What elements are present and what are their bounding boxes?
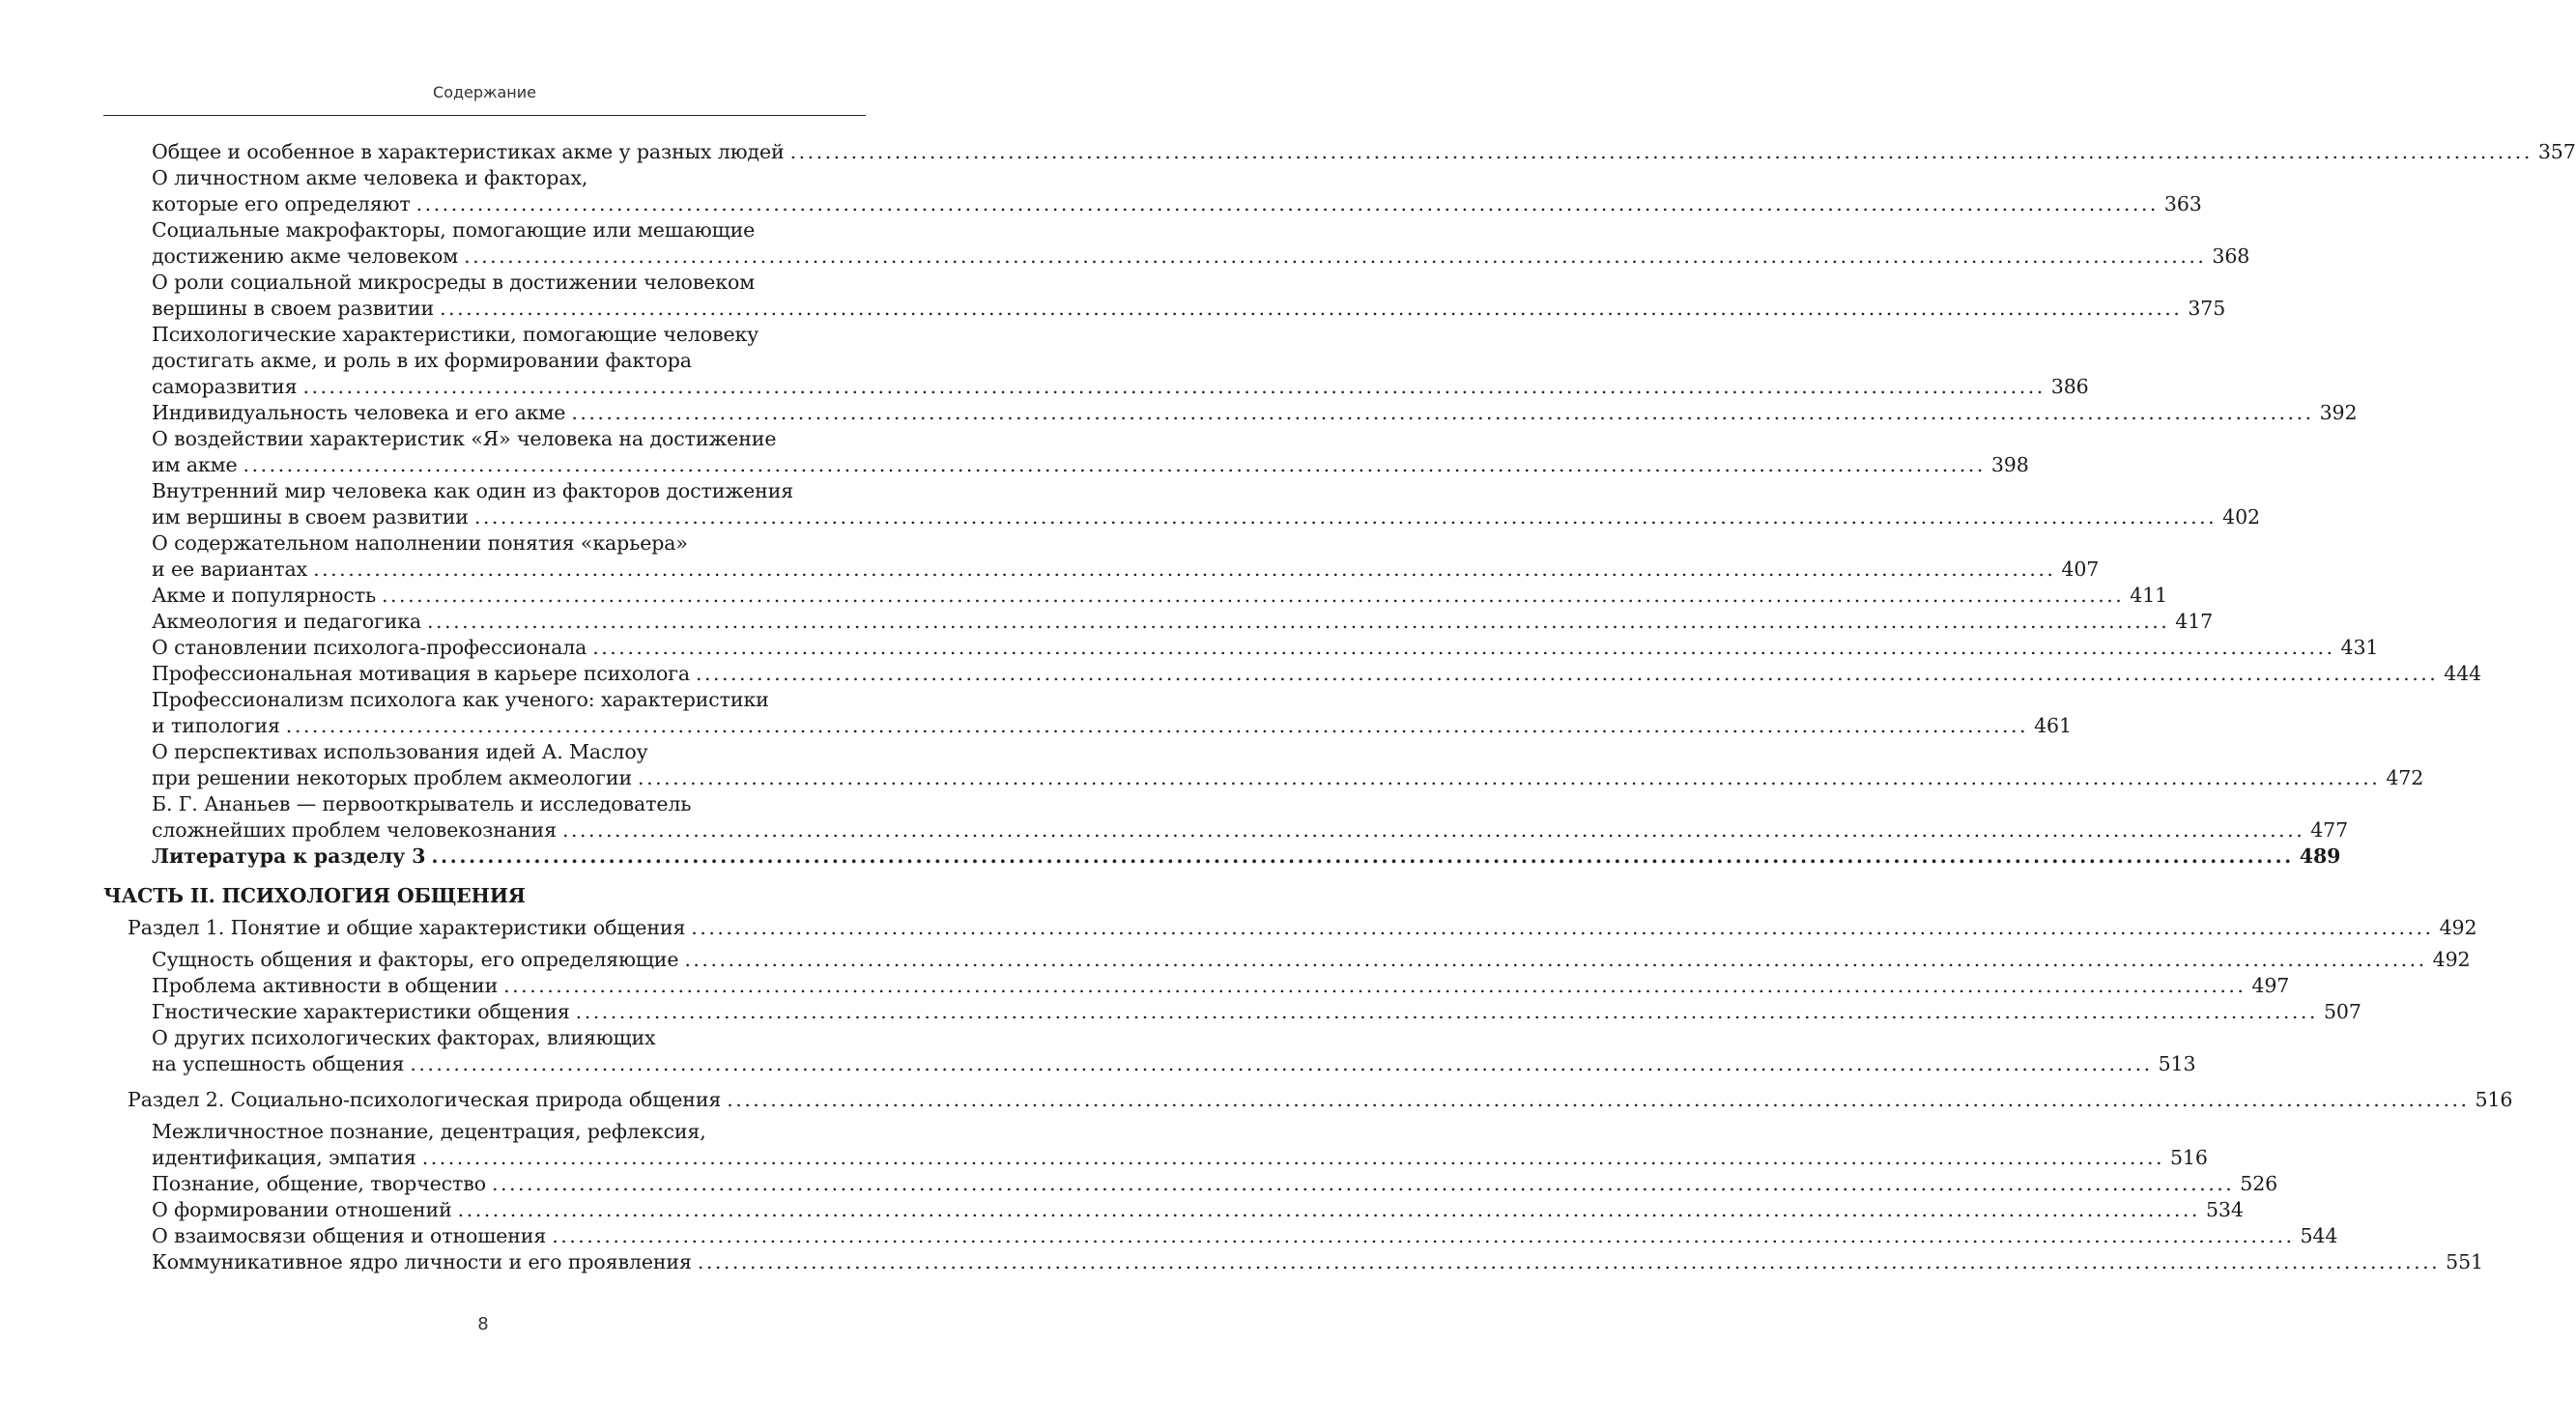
toc-leader-dots: ........................................................................................................................................................................................................ [592,636,2335,659]
toc-entry-title: О становлении психолога-профессионала [152,636,587,659]
toc-page-number: 497 [2251,974,2290,997]
toc-leader-dots: ........................................................................................................................................................................................................ [457,1198,2200,1221]
toc-entry-title: Познание, общение, творчество [152,1172,486,1195]
toc-leader-dots: ........................................................................................................................................................................................................ [684,948,2427,971]
toc-page-number: 368 [2212,244,2250,268]
toc-entry[interactable] [103,217,2250,270]
toc-page-number: 375 [2188,297,2226,320]
toc-leader-dots: ........................................................................................................................................................................................................ [503,974,2247,997]
toc-entry-title: Сущность общения и факторы, его определяющие [152,948,679,971]
toc-leader-dots: ........................................................................................................................................................................................................ [421,1146,2164,1169]
toc-leader-dots: ........................................................................................................................................................................................................ [302,375,2046,398]
toc-leader-dots: ........................................................................................................................................................................................................ [561,818,2305,842]
toc-entry-title: Проблема активности в общении [152,974,499,997]
toc-leader-dots: ........................................................................................................................................................................................................ [691,916,2434,939]
toc-page-number: 477 [2310,818,2349,842]
part-heading: ЧАСТЬ II. ПСИХОЛОГИЯ ОБЩЕНИЯ [103,884,526,907]
toc-entry[interactable] [103,322,2089,400]
toc-entry-title: идентификация, эмпатия [152,1146,416,1169]
toc-entry[interactable] [103,973,2290,999]
toc-page-number: 411 [2130,584,2168,607]
toc-page-number: 407 [2061,558,2100,581]
toc-entry[interactable] [103,999,2361,1025]
toc-entry[interactable] [103,791,2349,843]
table-of-contents [103,139,2576,1275]
toc-page-number: 516 [2169,1146,2208,1169]
toc-entry[interactable] [103,139,2576,165]
toc-entry-title-line: Внутренний мир человека как один из факторов достижения [152,479,794,502]
toc-page-number: 431 [2340,636,2379,659]
toc-entry[interactable] [103,1197,2244,1223]
toc-leader-dots: ........................................................................................................................................................................................................ [431,844,2294,868]
toc-entry[interactable] [103,478,2260,530]
toc-page-number: 417 [2175,610,2214,633]
toc-entry[interactable] [103,1249,2483,1275]
toc-list-section3 [103,139,2576,843]
toc-page-number: 357 [2537,140,2576,163]
toc-page-number: 489 [2299,844,2341,868]
toc-entry[interactable] [103,1025,2196,1077]
toc-leader-dots: ........................................................................................................................................................................................................ [491,1172,2235,1195]
toc-entry-title: на успешность общения [152,1052,405,1075]
toc-entry[interactable] [103,1223,2338,1249]
toc-entry-title: О формировании отношений [152,1198,452,1221]
toc-leader-dots: ........................................................................................................................................................................................................ [789,140,2533,163]
toc-leader-dots: ........................................................................................................................................................................................................ [243,453,1986,476]
toc-leader-dots: ........................................................................................................................................................................................................ [552,1224,2295,1247]
toc-entry[interactable] [103,661,2482,687]
toc-leader-dots: ........................................................................................................................................................................................................ [415,192,2159,215]
toc-entry-title-line: достигать акме, и роль в их формировании фактора [152,349,692,372]
toc-entry[interactable] [103,1171,2278,1197]
toc-entry-title: вершины в своем развитии [152,297,435,320]
toc-entry-title: и ее вариантах [152,558,308,581]
toc-leader-dots: ........................................................................................................................................................................................................ [464,244,2207,268]
toc-page-number: 513 [2158,1052,2196,1075]
toc-leader-dots: ........................................................................................................................................................................................................ [410,1052,2153,1075]
toc-page-number: 402 [2222,505,2260,529]
toc-entry-title: достижению акме человеком [152,244,459,268]
toc-entry-title: О взаимосвязи общения и отношения [152,1224,547,1247]
toc-leader-dots: ........................................................................................................................................................................................................ [697,1250,2441,1273]
toc-entry-title: Гностические характеристики общения [152,1000,570,1023]
toc-entry-title-line: О личностном акме человека и факторах, [152,166,588,189]
toc-entry[interactable] [103,947,2471,973]
toc-leader-dots: ........................................................................................................................................................................................................ [285,714,2029,737]
toc-entry-title: которые его определяют [152,192,411,215]
toc-entry-title: им вершины в своем развитии [152,505,469,529]
toc-page-number: 386 [2050,375,2089,398]
toc-entry-title-line: Б. Г. Ананьев — первооткрыватель и исследователь [152,792,692,815]
page-number: 8 [477,1314,489,1334]
toc-entry-title: Раздел 2. Социально-психологическая природа общения [128,1088,722,1111]
toc-page-number: 492 [2432,948,2471,971]
toc-leader-dots: ........................................................................................................................................................................................................ [695,662,2439,685]
toc-entry[interactable] [103,739,2424,791]
toc-entry-title-line: Социальные макрофакторы, помогающие или мешающие [152,218,756,242]
toc-entry-title: Индивидуальность человека и его акме [152,401,566,424]
toc-entry-title: Литература к разделу 3 [152,844,426,868]
toc-leader-dots: ........................................................................................................................................................................................................ [571,401,2314,424]
toc-entry-title: Акме и популярность [152,584,377,607]
toc-entry-title: им акме [152,453,238,476]
toc-entry[interactable] [103,530,2100,583]
toc-list-section2 [103,1119,2483,1275]
toc-page-number: 363 [2163,192,2202,215]
toc-section-2[interactable] [103,1087,2513,1113]
toc-leader-dots: ........................................................................................................................................................................................................ [440,297,2183,320]
toc-page-number: 507 [2323,1000,2361,1023]
toc-entry-title-line: Психологические характеристики, помогающие человеку [152,323,759,346]
toc-entry-title: Акмеология и педагогика [152,610,422,633]
toc-entry-literature[interactable] [103,843,2341,870]
toc-leader-dots: ........................................................................................................................................................................................................ [382,584,2125,607]
toc-entry-title-line: О воздействии характеристик «Я» человека на достижение [152,427,777,450]
toc-page-number: 398 [1990,453,2029,476]
toc-entry-title: Раздел 1. Понятие и общие характеристики общения [128,916,686,939]
toc-leader-dots: ........................................................................................................................................................................................................ [313,558,2056,581]
toc-page-number: 526 [2240,1172,2278,1195]
toc-entry[interactable] [103,400,2358,426]
toc-entry-title: и типология [152,714,280,737]
toc-section-1[interactable] [103,915,2477,941]
toc-entry-title: Общее и особенное в характеристиках акме у разных людей [152,140,785,163]
toc-entry[interactable] [103,583,2168,609]
toc-entry[interactable] [103,635,2379,661]
toc-page-number: 544 [2300,1224,2338,1247]
toc-leader-dots: ........................................................................................................................................................................................................ [727,1088,2470,1111]
running-head: Содержание [433,83,536,101]
toc-entry[interactable] [103,1119,2208,1171]
toc-leader-dots: ........................................................................................................................................................................................................ [638,766,2381,789]
toc-entry-title: саморазвития [152,375,298,398]
toc-page-number: 444 [2444,662,2482,685]
toc-entry-title: при решении некоторых проблем акмеологии [152,766,633,789]
toc-entry-title: сложнейших проблем человекознания [152,818,557,842]
toc-entry-title-line: О роли социальной микросреды в достижении человеком [152,271,756,294]
toc-entry[interactable] [103,270,2226,322]
toc-entry[interactable] [103,165,2202,217]
toc-leader-dots: ........................................................................................................................................................................................................ [473,505,2218,529]
toc-page-number: 534 [2205,1198,2244,1221]
toc-page-number: 551 [2446,1250,2483,1273]
toc-leader-dots: ........................................................................................................................................................................................................ [427,610,2170,633]
toc-entry-title-line: Межличностное познание, децентрация, рефлексия, [152,1120,706,1143]
toc-page-number: 492 [2439,916,2477,939]
toc-page-number: 461 [2034,714,2072,737]
toc-page-number: 392 [2319,401,2358,424]
toc-entry[interactable] [103,687,2072,739]
toc-page-number: 516 [2475,1088,2513,1111]
toc-entry-title-line: О перспективах использования идей А. Маслоу [152,740,648,763]
toc-leader-dots: ........................................................................................................................................................................................................ [575,1000,2318,1023]
toc-entry-title-line: О содержательном наполнении понятия «карьера» [152,531,688,555]
toc-entry-title: Профессиональная мотивация в карьере психолога [152,662,690,685]
header-rule [103,115,866,116]
toc-list-section1 [103,947,2471,1077]
toc-entry-title-line: Профессионализм психолога как ученого: характеристики [152,688,769,711]
toc-entry-title-line: О других психологических факторах, влияющих [152,1026,656,1049]
toc-entry-title: Коммуникативное ядро личности и его проявления [152,1250,692,1273]
toc-entry[interactable] [103,426,2029,478]
toc-page-number: 472 [2386,766,2424,789]
toc-entry[interactable] [103,609,2214,635]
